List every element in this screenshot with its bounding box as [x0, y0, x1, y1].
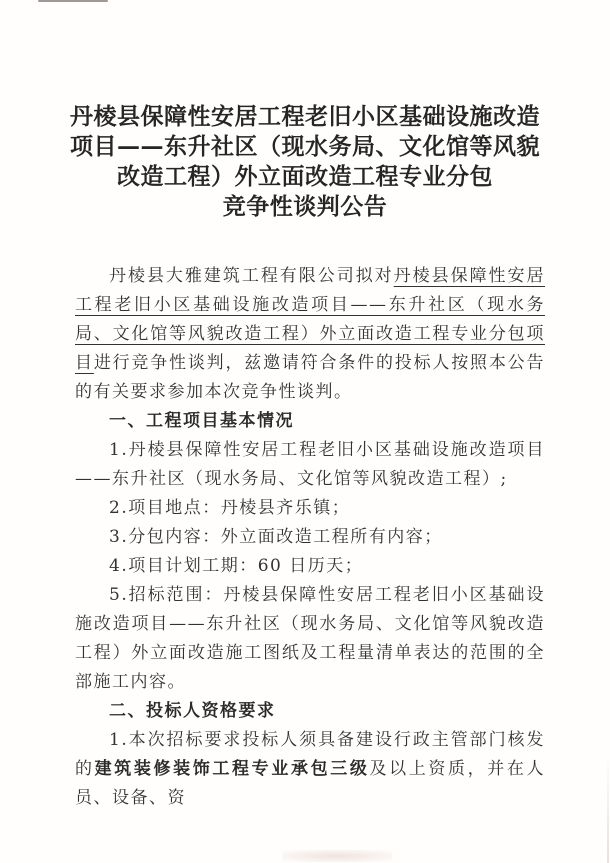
text-segment-underline: 丹棱县保障性安居工程老旧小区基础设施改造项目——东升社区（现水务局、文化馆等风貌改造工程）外立面改造工程专业分包项目: [75, 266, 546, 373]
title-line-3: 改造工程）外立面改造工程专业分包: [117, 163, 493, 190]
scan-artifact-right-edge: [607, 753, 609, 863]
title-line-2: 项目——东升社区（现水务局、文化馆等风貌: [70, 133, 540, 160]
intro-paragraph: [75, 262, 545, 407]
section1-item-5: 5.招标范围：丹棱县保障性安居工程老旧小区基础设施改造项目——东升社区（现水务局、文化馆等风貌改造工程）外立面改造施工图纸及工程量清单表达的范围的全部施工内容。: [75, 585, 545, 692]
text-segment-bold: 建筑装修装饰工程专业承包三级: [94, 759, 370, 779]
title-line-1: 丹棱县保障性安居工程老旧小区基础设施改造: [70, 103, 540, 130]
scan-artifact-bottom-smudge: [282, 850, 392, 862]
section1-heading: 一、工程项目基本情况: [109, 411, 294, 431]
section2-heading: 二、投标人资格要求: [109, 701, 276, 721]
section1-item-4: 4.项目计划工期：60 日历天；: [109, 556, 364, 576]
section1-item-3: 3.分包内容：外立面改造工程所有内容；: [109, 527, 443, 547]
section1-item-2: 2.项目地点：丹棱县齐乐镇；: [109, 498, 351, 518]
title-line-4: 竞争性谈判公告: [222, 193, 388, 220]
text-segment-plain: 1.本次招标要求投标人须具备建设行政主管部门核发的: [75, 730, 545, 779]
text-segment-plain: 及以上资质，并在人员、设备、资: [75, 759, 546, 808]
document-title: [28, 102, 582, 222]
section2-item-1: [75, 726, 545, 813]
text-segment-plain: 丹棱县大雅建筑工程有限公司拟对: [109, 266, 394, 286]
document-body: [75, 262, 545, 813]
text-segment-plain: 进行竞争性谈判，兹邀请符合条件的投标人按照本公告的有关要求参加本次竞争性谈判。: [75, 353, 545, 402]
section1-item-1: 1.丹棱县保障性安居工程老旧小区基础设施改造项目——东升社区（现水务局、文化馆等风貌改造工程）;: [75, 440, 545, 489]
scan-artifact-top-line: [38, 0, 108, 2]
